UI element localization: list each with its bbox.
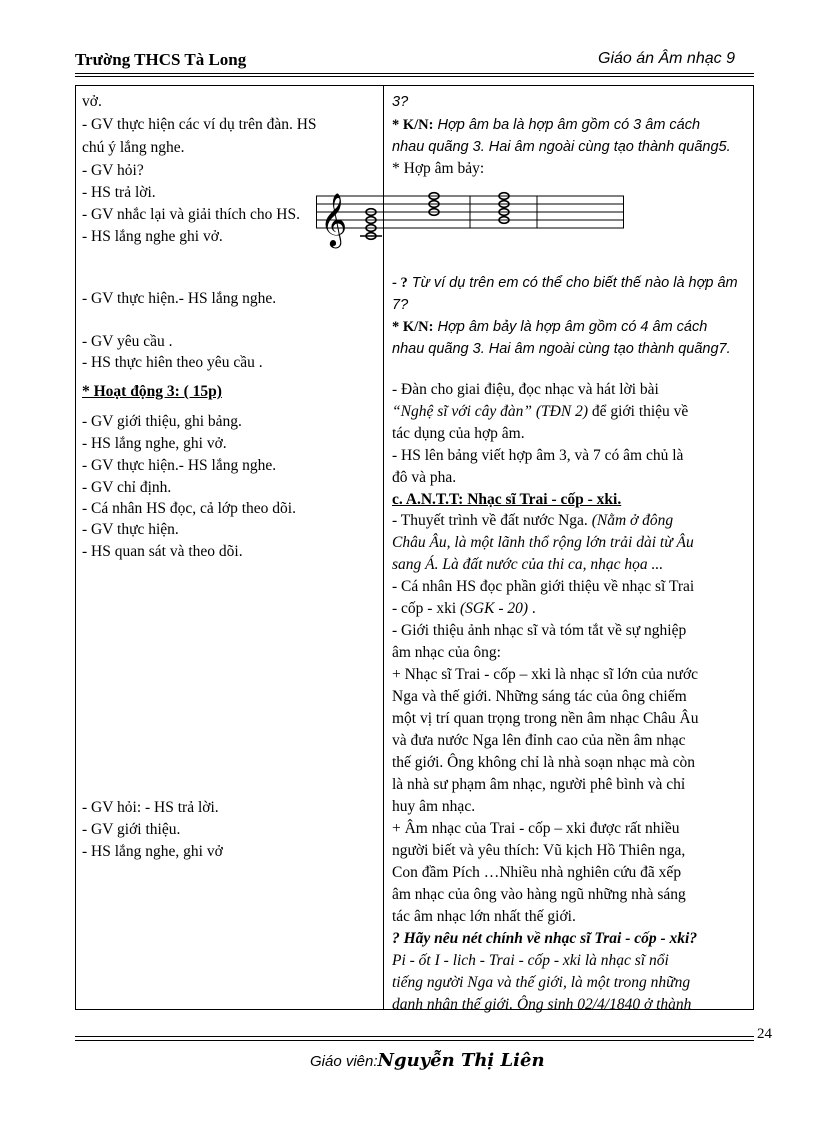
left-line: - GV thực hiện các ví dụ trên đàn. HS — [82, 116, 317, 133]
right-line: đô và pha. — [392, 469, 457, 486]
teacher-name: Nguyễn Thị Liên — [377, 1050, 545, 1071]
right-line: người biết và yêu thích: Vũ kịch Hồ Thiên nga, — [392, 842, 686, 859]
right-line: 7? — [392, 297, 409, 313]
right-line: nhau quãng 3. Hai âm ngoài cùng tạo thành quãng7. — [392, 341, 731, 357]
right-line: thế giới. Ông không chỉ là nhà soạn nhạc mà còn — [392, 754, 696, 771]
treble-clef-icon: 𝄞 — [320, 192, 348, 246]
section-heading: c. A.N.T.T: Nhạc sĩ Trai - cốp - xki. — [392, 491, 622, 508]
footer-rule-thin — [75, 1040, 754, 1041]
left-line: - HS lắng nghe ghi vở. — [82, 228, 223, 245]
left-line: - GV hỏi? — [82, 162, 144, 179]
left-line: - GV nhắc lại và giải thích cho HS. — [82, 206, 300, 223]
left-line: vở. — [82, 93, 102, 110]
header-rule — [75, 73, 754, 74]
left-line: - GV yêu cầu . — [82, 333, 173, 350]
right-line: - Cá nhân HS đọc phần giới thiệu về nhạc sĩ Trai — [392, 578, 695, 595]
question-text: Từ ví dụ trên em có thể cho biết thế nào là hợp âm — [407, 275, 738, 291]
song-title: “Nghệ sĩ với cây đàn” (TĐN 2) — [392, 403, 588, 420]
right-line: nhau quãng 3. Hai âm ngoài cùng tạo thành quãng5. — [392, 139, 731, 155]
kn-text: Hợp âm bảy là hợp âm gồm có 4 âm cách — [433, 319, 708, 335]
right-line: tác dụng của hợp âm. — [392, 425, 525, 442]
right-line: + Nhạc sĩ Trai - cốp – xki là nhạc sĩ lớn của nước — [392, 666, 699, 683]
right-text: . — [528, 600, 536, 617]
right-line: huy âm nhạc. — [392, 798, 476, 815]
right-line: âm nhạc của ông: — [392, 644, 501, 661]
right-line: - Giới thiệu ảnh nhạc sĩ và tóm tắt về sự nghiệp — [392, 622, 687, 639]
footer — [310, 1050, 545, 1071]
right-line: là nhà sư phạm âm nhạc, người phê bình và chỉ — [392, 776, 686, 793]
right-line: âm nhạc của ông vào hàng ngũ những nhà sáng — [392, 886, 686, 903]
right-line: tác âm nhạc lớn nhất thế giới. — [392, 908, 576, 925]
question-prefix: - ? — [392, 275, 408, 291]
right-line: - HS lên bảng viết hợp âm 3, và 7 có âm chủ là — [392, 447, 684, 464]
right-line — [392, 599, 536, 619]
right-text: để giới thiệu về — [588, 403, 689, 420]
right-line: sang Á. Là đất nước của thi ca, nhạc họa ... — [392, 556, 664, 573]
left-line: - GV thực hiện. — [82, 521, 179, 538]
school-name: Trường THCS Tà Long — [75, 50, 247, 69]
teacher-label: Giáo viên: — [310, 1053, 378, 1070]
seventh-chord-heading: * Hợp âm bảy: — [392, 160, 485, 177]
left-line: - GV hỏi: - HS trả lời. — [82, 799, 219, 816]
right-text: - Thuyết trình về đất nước Nga. — [392, 512, 592, 529]
definition-triad — [392, 115, 700, 135]
right-line: Pi - ốt I - lich - Trai - cốp - xki là nhạc sĩ nổi — [392, 952, 669, 969]
right-line: Nga và thế giới. Những sáng tác của ông chiếm — [392, 688, 687, 705]
right-line — [392, 402, 688, 422]
left-line: - HS quan sát và theo dõi. — [82, 543, 243, 560]
right-line: Châu Âu, là một lãnh thổ rộng lớn trải dài từ Âu — [392, 534, 694, 551]
footer-rule — [75, 1036, 754, 1037]
question-seventh — [392, 273, 738, 293]
definition-seventh — [392, 317, 707, 337]
kn-label: * K/N: — [392, 319, 434, 335]
left-line: - GV thực hiện.- HS lắng nghe. — [82, 290, 277, 307]
left-line: - GV chỉ định. — [82, 479, 172, 496]
activity-3-heading: * Hoạt động 3: ( 15p) — [82, 383, 222, 400]
left-line: chú ý lắng nghe. — [82, 139, 185, 156]
right-line — [392, 511, 673, 531]
kn-text: Hợp âm ba là hợp âm gồm có 3 âm cách — [433, 117, 701, 133]
left-line: - HS trả lời. — [82, 184, 156, 201]
right-line: tiếng người Nga và thế giới, là một trong những — [392, 974, 691, 991]
chord-notes — [360, 193, 509, 240]
right-text: - cốp - xki — [392, 600, 461, 617]
question-line: ? Hãy nêu nét chính về nhạc sĩ Trai - cốp - xki? — [392, 930, 698, 947]
left-line: - GV thực hiện.- HS lắng nghe. — [82, 457, 277, 474]
right-text-italic: (Nằm ở đông — [591, 512, 674, 529]
left-line: - HS thực hiên theo yêu cầu . — [82, 354, 263, 371]
right-line: 3? — [392, 94, 409, 110]
right-line: - Đàn cho giai điệu, đọc nhạc và hát lời bài — [392, 381, 659, 398]
header-rule-thin — [75, 76, 754, 77]
left-line: - GV giới thiệu, ghi bảng. — [82, 413, 242, 430]
page-number: 24 — [757, 1026, 772, 1042]
right-line: + Âm nhạc của Trai - cốp – xki được rất nhiều — [392, 820, 680, 837]
left-line: - HS lắng nghe, ghi vở. — [82, 435, 227, 452]
left-line: - GV giới thiệu. — [82, 821, 181, 838]
right-line: Con đầm Pích …Nhiều nhà nghiên cứu đã xếp — [392, 864, 682, 881]
music-staff-illustration — [316, 183, 626, 249]
left-line: - HS lắng nghe, ghi vở — [82, 843, 223, 860]
document-title: Giáo án Âm nhạc 9 — [598, 50, 735, 67]
right-line: và đưa nước Nga lên đỉnh cao của nền âm nhạc — [392, 732, 686, 749]
left-line: - Cá nhân HS đọc, cả lớp theo dõi. — [82, 500, 296, 517]
right-line: một vị trí quan trọng trong nền âm nhạc Châu Âu — [392, 710, 699, 727]
right-text-italic: (SGK - 20) — [460, 600, 529, 617]
right-line: danh nhân thế giới. Ông sinh 02/4/1840 ở thành — [392, 996, 692, 1013]
kn-label: * K/N: — [392, 117, 434, 133]
